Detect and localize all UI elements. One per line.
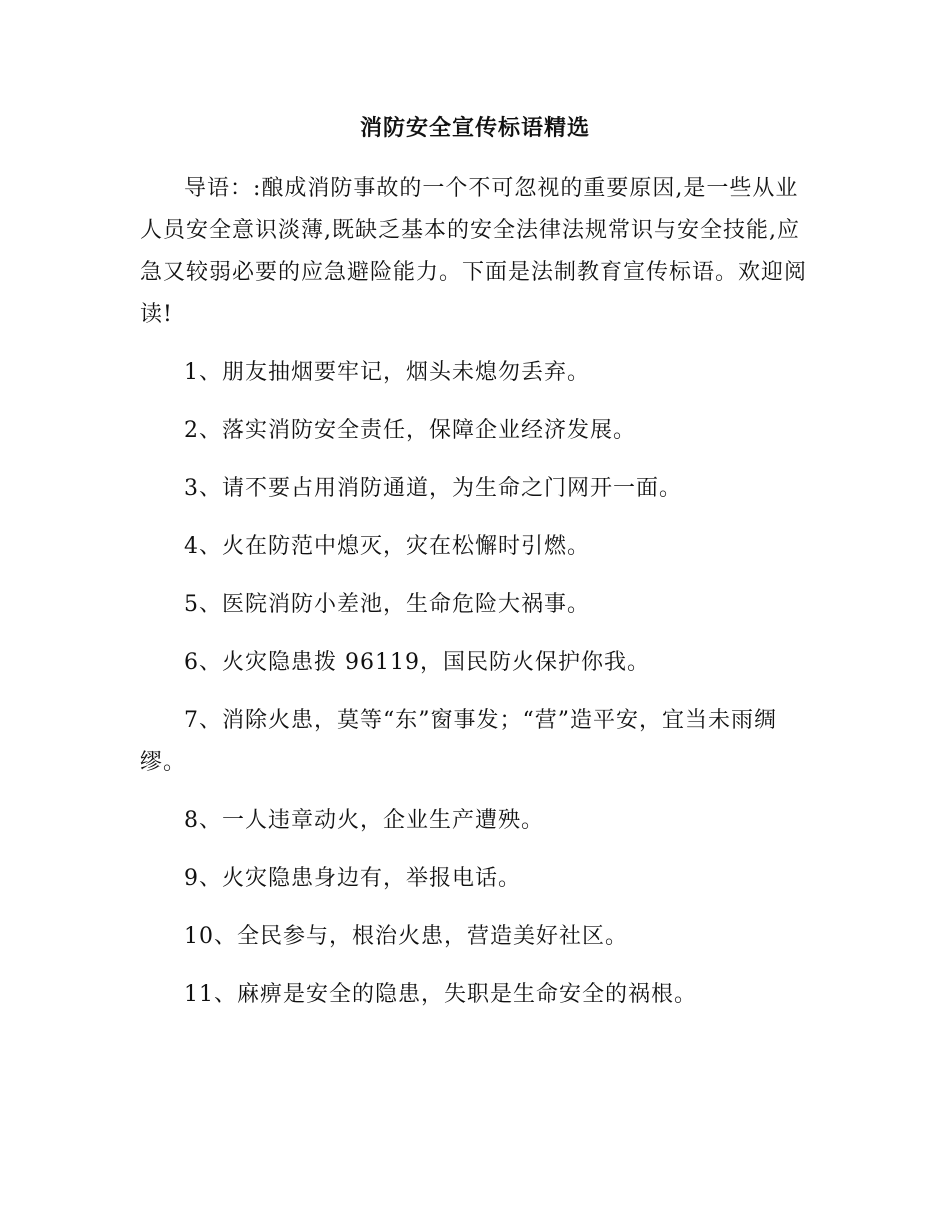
slogan-item-8: 8、一人违章动火，企业生产遭殃。 [184,808,544,833]
slogan-item-6: 6、火灾隐患拨 96119，国民防火保护你我。 [184,650,650,675]
slogan-item-5: 5、医院消防小差池，生命危险大祸事。 [184,592,590,617]
intro-paragraph: 导语：:酿成消防事故的一个不可忽视的重要原因,是一些从业人员安全意识淡薄,既缺乏基本的安全法律法规常识与安全技能,应急又较弱必要的应急避险能力。下面是法制教育宣传标语。欢迎阅读! [140,176,808,327]
slogan-item-3: 3、请不要占用消防通道，为生命之门网开一面。 [184,476,682,501]
slogan-item-7: 7、消除火患，莫等“东”窗事发；“营”造平安，宜当未雨绸缪。 [140,708,777,775]
slogan-item-11: 11、麻痹是安全的隐患，失职是生命安全的祸根。 [184,982,697,1007]
slogan-item-9: 9、火灾隐患身边有，举报电话。 [184,866,521,891]
slogan-item-2: 2、落实消防安全责任，保障企业经济发展。 [184,418,636,443]
document-title: 消防安全宣传标语精选 [359,115,590,141]
slogan-item-10: 10、全民参与，根治火患，营造美好社区。 [184,924,628,949]
slogan-item-1: 1、朋友抽烟要牢记，烟头未熄勿丢弃。 [184,360,590,385]
slogan-item-4: 4、火在防范中熄灭，灾在松懈时引燃。 [184,534,590,559]
